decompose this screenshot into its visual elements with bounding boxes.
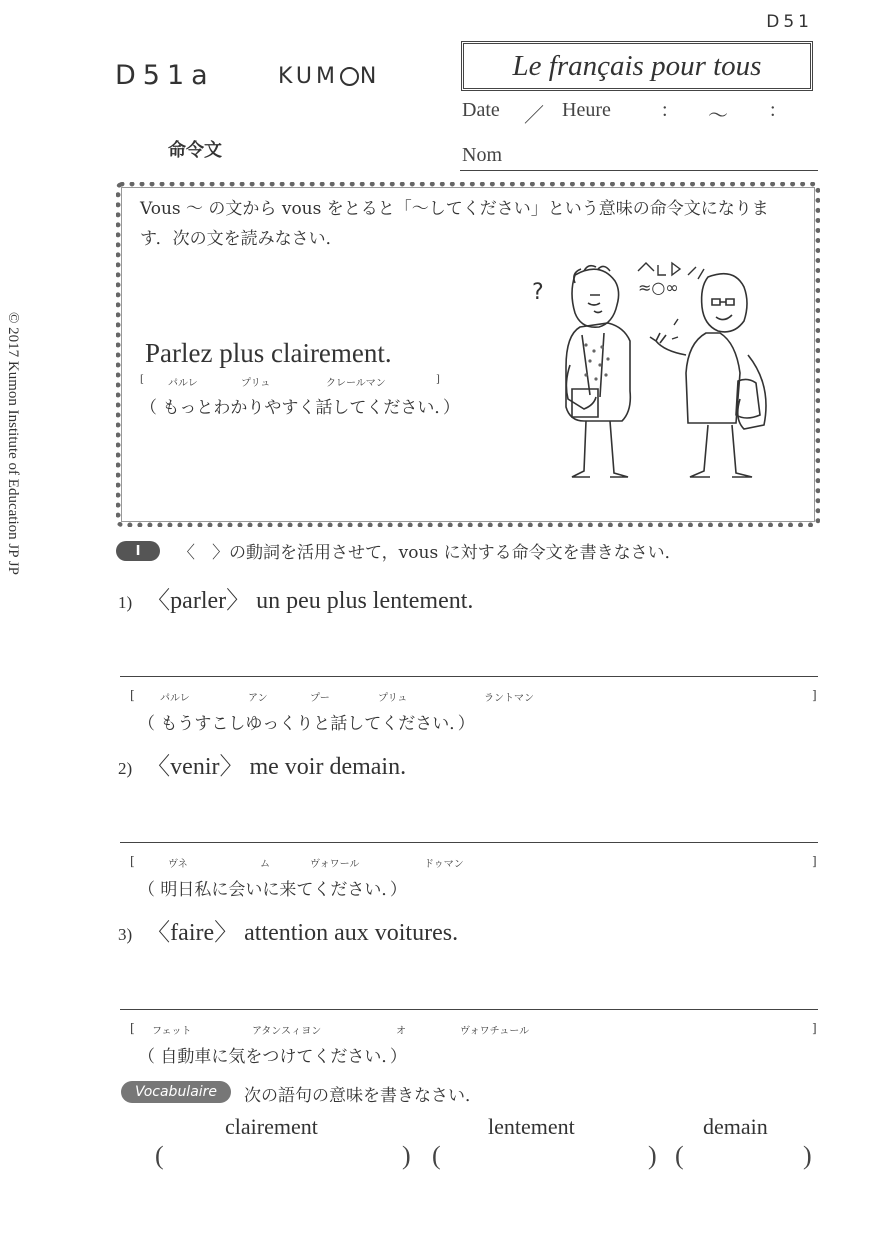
bracket-open: [ [140, 374, 144, 385]
course-title-box [461, 41, 813, 91]
paren-open: ( [675, 1141, 684, 1170]
illustration-two-men [520, 255, 810, 487]
bracket-open: [ [130, 854, 135, 868]
time-colon-2: : [770, 99, 776, 121]
lesson-title: 命令文 [168, 140, 222, 161]
ruby: アタンスィヨン [252, 1026, 322, 1037]
ruby: フェット [152, 1026, 192, 1037]
intro-text: Vous 〜 の文から vous をとると「〜してください」という意味の命令文になります．次の文を読みなさい． [140, 199, 769, 249]
ruby: ヴォワチュール [460, 1026, 530, 1037]
example-pronunciation [140, 374, 460, 388]
brand-text-end: N [359, 64, 381, 89]
time-tilde: 〜 [708, 105, 728, 127]
question-2 [118, 746, 406, 781]
question-1 [118, 580, 473, 615]
date-slash: ／ [524, 105, 544, 127]
example-sentence: Parlez plus clairement. [145, 338, 392, 368]
speech-lines-icon [638, 263, 704, 339]
level-code: D51a [115, 60, 215, 91]
ruby: ラントマン [484, 693, 534, 704]
bracket-open: [ [130, 688, 135, 702]
brand-text-start: KUM [278, 64, 339, 89]
paren-close: ) [402, 1141, 411, 1170]
ruby: ヴネ [168, 859, 188, 870]
instruction-text: 〈 〉の動詞を活用させて，vous に対する命令文を書きなさい． [178, 543, 682, 563]
ruby: パルレ [168, 378, 198, 389]
answer-line-3[interactable] [120, 1009, 818, 1010]
ruby: クレールマン [326, 378, 386, 389]
vocab-answer-2[interactable] [447, 1146, 643, 1174]
translation-3: （ 自動車に気をつけてください．） [138, 1047, 407, 1067]
bracket-close: ] [812, 854, 817, 868]
question-number: 2) [118, 759, 133, 778]
vocab-instruction: 次の語句の意味を書きなさい． [244, 1086, 482, 1106]
question-number: 3) [118, 925, 133, 944]
ruby: パルレ [160, 693, 190, 704]
translation-1: （ もうすこしゆっくりと話してください．） [138, 714, 475, 734]
paren-open: ( [432, 1141, 441, 1170]
date-label: Date [462, 99, 500, 121]
question-mark-icon: ? [532, 280, 544, 305]
pronunciation-1 [160, 689, 780, 703]
paren-close: ) [648, 1141, 657, 1170]
name-label: Nom [462, 144, 502, 166]
paren-open: ( [155, 1141, 164, 1170]
vocab-answer-1[interactable] [170, 1146, 398, 1174]
question-text: 〈parler〉 un peu plus lentement. [146, 588, 474, 614]
vocab-word-3: demain [703, 1114, 768, 1139]
answer-line-1[interactable] [120, 676, 818, 677]
name-field-line[interactable] [460, 170, 818, 171]
question-text: 〈venir〉 me voir demain. [146, 754, 407, 780]
bracket-close: ] [812, 688, 817, 702]
pronunciation-3 [152, 1022, 772, 1036]
ruby: プリュ [241, 378, 271, 389]
ruby: ム [260, 859, 270, 870]
ruby: プー [310, 693, 330, 704]
question-number: 1) [118, 593, 133, 612]
vocab-answer-3[interactable] [690, 1146, 800, 1174]
bracket-close: ] [436, 374, 440, 385]
question-text: 〈faire〉 attention aux voitures. [146, 920, 459, 946]
vocab-word-1: clairement [225, 1114, 318, 1139]
question-3 [118, 912, 458, 947]
paren-close: ) [803, 1141, 812, 1170]
vocab-badge: Vocabulaire [121, 1081, 231, 1103]
example-translation: （ もっとわかりやすく話してください．） [140, 398, 460, 418]
ruby: オ [396, 1026, 406, 1037]
ruby: プリュ [378, 693, 408, 704]
answer-line-2[interactable] [120, 842, 818, 843]
brand-logo [278, 64, 380, 89]
copyright-notice: © 2017 Kumon Institute of Education JP JP [5, 312, 21, 575]
ruby: ドゥマン [424, 859, 464, 870]
bracket-close: ] [812, 1021, 817, 1035]
pronunciation-2 [168, 855, 768, 869]
ruby: ヴォワール [310, 859, 360, 870]
time-label: Heure [562, 99, 611, 121]
course-title: Le français pour tous [512, 49, 762, 82]
page-code: D51 [766, 12, 813, 32]
brand-o-icon [340, 67, 359, 86]
vocab-word-2: lentement [488, 1114, 575, 1139]
ruby: アン [248, 693, 268, 704]
time-colon-1: : [662, 99, 668, 121]
speech-symbols-icon: ≈○∞ [638, 278, 679, 297]
section-badge: I [116, 541, 160, 561]
translation-2: （ 明日私に会いに来てください．） [138, 880, 407, 900]
bracket-open: [ [130, 1021, 135, 1035]
